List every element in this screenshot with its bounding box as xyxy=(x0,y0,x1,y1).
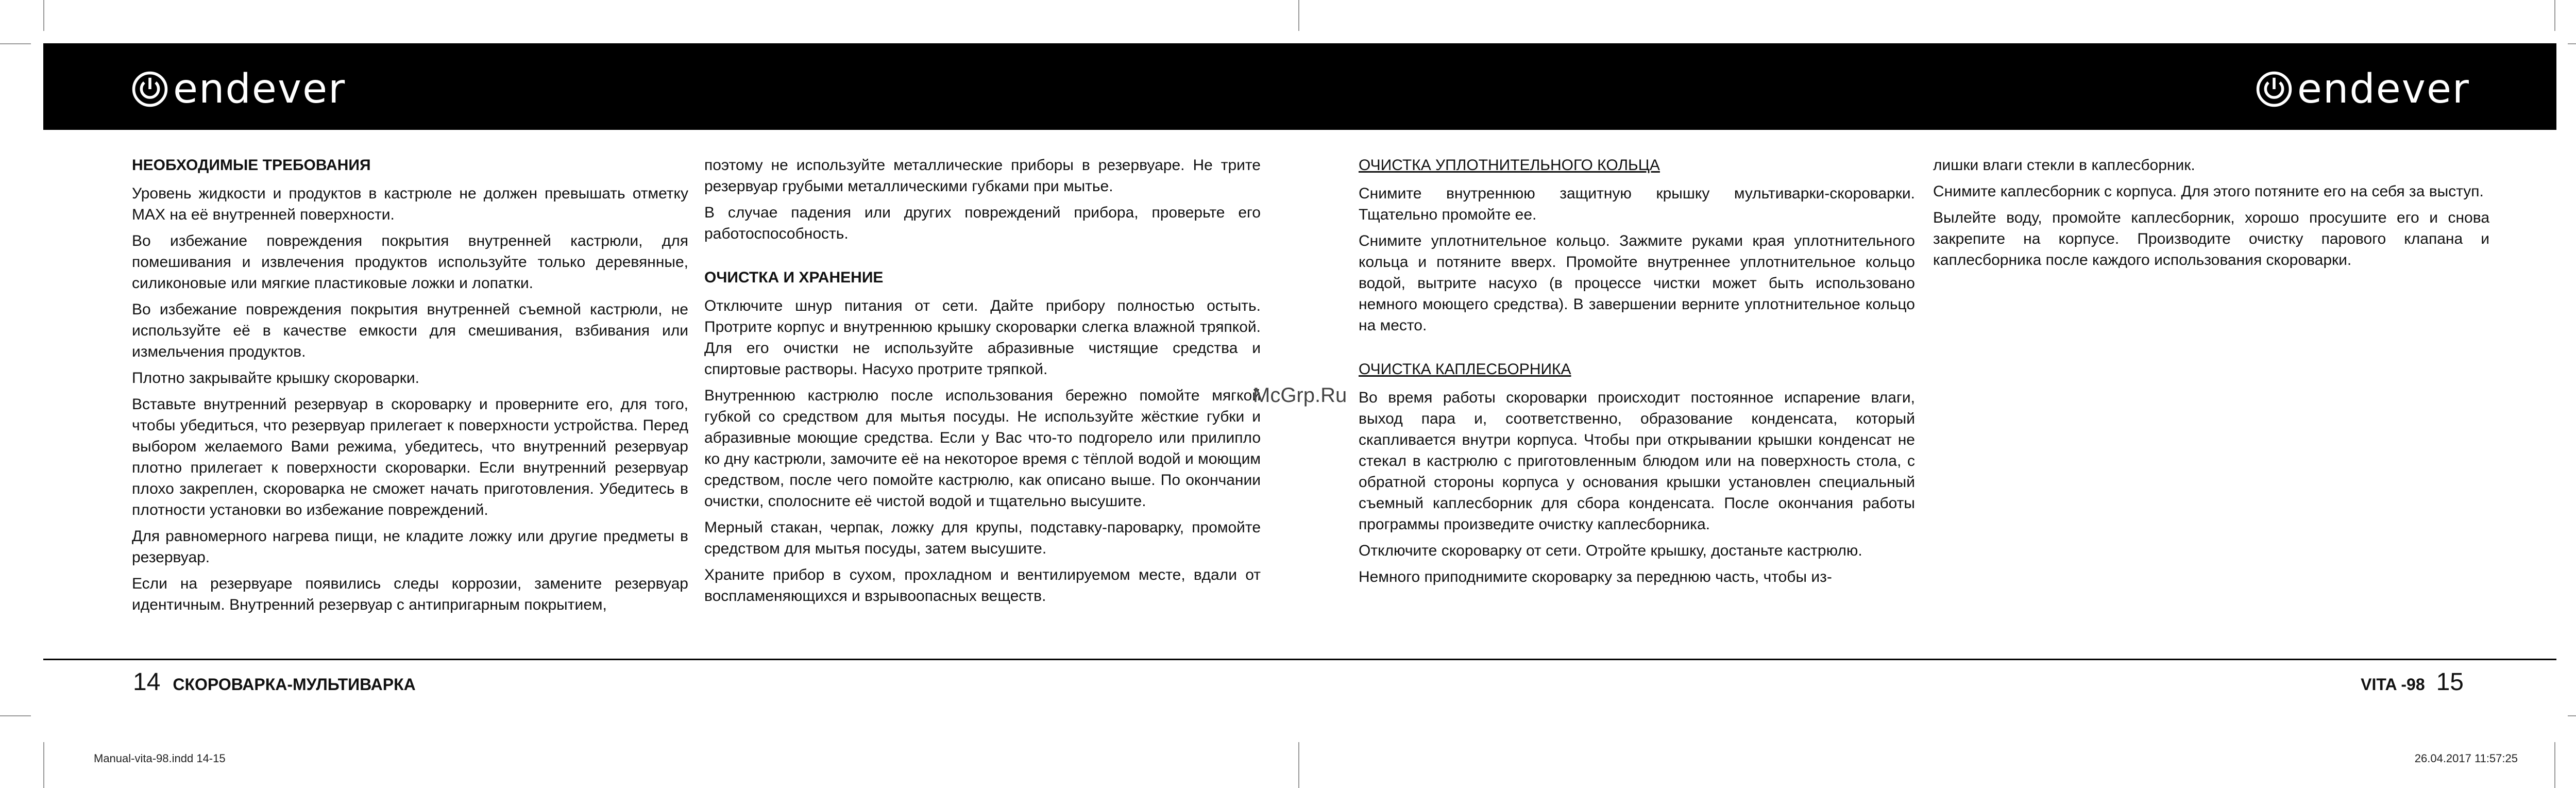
crop-mark xyxy=(2554,0,2555,31)
paragraph: Для равномерного нагрева пищи, не кладите ложку или другие предметы в резервуар. xyxy=(132,528,688,566)
paragraph: Снимите каплесборник с корпуса. Для этого потяните его на себя за выступ. xyxy=(1933,183,2484,200)
paragraph: Отключите шнур питания от сети. Дайте прибору полностью остыть. Протрите корпус и внутреннюю крышку скороварки слегка влажной тряпкой. Для его очистки не используйте абразивные чистящие средства и спиртовые растворы. Насухо протрите тряпкой. xyxy=(704,297,1261,378)
crop-mark xyxy=(1298,742,1299,788)
brand-logo-text: endever xyxy=(2297,66,2470,112)
crop-mark xyxy=(2554,742,2555,788)
paragraph: Мерный стакан, черпак, ложку для крупы, подставку-пароварку, промойте средством для мытья посуды, затем высушите. xyxy=(704,519,1261,557)
paragraph: Вылейте воду, промойте каплесборник, хорошо просушите его и снова закрепите на корпусе. Производите очистку парового клапана и каплесборника после каждого использования скороварки. xyxy=(1933,209,2489,269)
paragraph: Отключите скороварку от сети. Отройте крышку, достаньте кастрюлю. xyxy=(1359,542,1862,559)
section-heading: ОЧИСТКА И ХРАНЕНИЕ xyxy=(704,269,884,286)
paragraph: Снимите внутреннюю защитную крышку мультиварки-скороварки. Тщательно промойте ее. xyxy=(1359,185,1915,223)
crop-mark xyxy=(43,0,44,31)
section-subheading: ОЧИСТКА КАПЛЕСБОРНИКА xyxy=(1359,361,1571,378)
paragraph: Если на резервуаре появились следы коррозии, замените резервуар идентичным. Внутренний резервуар с антипригарным покрытием, xyxy=(132,575,688,613)
paragraph: Во избежание повреждения покрытия внутренней съемной кастрюли, не используйте её в качестве емкости для смешивания, взбивания или измельчения продуктов. xyxy=(132,301,688,360)
paragraph: Внутреннюю кастрюлю после использования бережно помойте мягкой губкой со средством для мытья посуды. Не используйте жёсткие губки и абразивные моющие средства. Если у Вас что-то подгорело или прилипло ко дну кастрюли, замочите её на некоторое время с тёплой водой и моющим средством, после чего помойте кастрюлю, как описано выше. По окончании очистки, сполосните её чистой водой и тщательно высушите. xyxy=(704,387,1261,510)
crop-mark xyxy=(1298,0,1299,31)
section-subheading: ОЧИСТКА УПЛОТНИТЕЛЬНОГО КОЛЬЦА xyxy=(1359,157,1660,174)
footer-model: VITA -98 xyxy=(2361,675,2425,694)
paragraph: В случае падения или других повреждений прибора, проверьте его работоспособность. xyxy=(704,204,1261,242)
power-icon xyxy=(131,70,169,108)
power-icon xyxy=(2255,70,2293,108)
crop-mark xyxy=(43,742,44,788)
paragraph: Храните прибор в сухом, прохладном и вентилируемом месте, вдали от воспламеняющихся и взрывоопасных веществ. xyxy=(704,566,1261,605)
brand-logo-text: endever xyxy=(173,66,346,112)
paragraph: Во время работы скороварки происходит постоянное испарение влаги, выход пара и, соответственно, образование конденсата, который скапливается внутри корпуса. Чтобы при открывании крышки конденсат не стекал в кастрюлю с приготовленным блюдом или на поверхность стола, с обратной стороны корпуса у основания крышки установлен специальный съемный каплесборник для сбора конденсата. После окончания работы программы произведите очистку каплесборника. xyxy=(1359,389,1915,533)
column-1 xyxy=(132,155,688,621)
page-number-left: 14 xyxy=(133,668,161,696)
paragraph: Вставьте внутренний резервуар в скороварку и проверните его, для того, чтобы убедиться, что резервуар прилегает к поверхности устройства. Перед выбором желаемого Вами режима, убедитесь, что внутренний резервуар плотно прилегает к поверхности скороварки. Если внутренний резервуар плохо закреплен, скороварка не сможет начать приготовления. Убедитесь в плотности установки во избежание повреждений. xyxy=(132,396,688,518)
column-2 xyxy=(704,155,1261,612)
column-4 xyxy=(1933,155,2489,276)
slug-file: Manual-vita-98.indd 14-15 xyxy=(94,752,226,765)
crop-mark xyxy=(2568,43,2576,44)
brand-logo-right xyxy=(2255,66,2470,112)
page-number-right: 15 xyxy=(2436,668,2464,696)
paragraph: Немного приподнимите скороварку за переднюю часть, чтобы из- xyxy=(1359,568,1832,585)
section-heading: НЕОБХОДИМЫЕ ТРЕБОВАНИЯ xyxy=(132,157,371,174)
header-band xyxy=(43,43,2556,130)
paragraph: Во избежание повреждения покрытия внутренней кастрюли, для помешивания и извлечения продуктов используйте только деревянные, силиконовые или мягкие пластиковые ложки и лопатки. xyxy=(132,232,688,292)
footer-rule xyxy=(43,659,2556,660)
paragraph: Плотно закрывайте крышку скороварки. xyxy=(132,370,419,387)
paragraph: Снимите уплотнительное кольцо. Зажмите руками края уплотнительного кольца и потяните вверх. Промойте внутреннее уплотнительное кольцо водой, вытрите насухо (в процессе чистки может быть использовано немного моющего средства). В завершении верните уплотнительное кольцо на место. xyxy=(1359,232,1915,334)
footer-left xyxy=(133,668,416,696)
footer-title: СКОРОВАРКА-МУЛЬТИВАРКА xyxy=(173,675,416,694)
paragraph: Уровень жидкости и продуктов в кастрюле не должен превышать отметку MAX на её внутренней поверхности. xyxy=(132,185,688,223)
column-3 xyxy=(1359,155,1915,593)
paragraph: лишки влаги стекли в каплесборник. xyxy=(1933,157,2195,174)
crop-mark xyxy=(0,43,31,44)
brand-logo-left xyxy=(131,66,346,112)
slug-timestamp: 26.04.2017 11:57:25 xyxy=(2414,752,2518,765)
watermark: McGrp.Ru xyxy=(1253,384,1347,407)
footer-right xyxy=(2361,668,2464,696)
crop-mark xyxy=(0,715,31,716)
paragraph: поэтому не используйте металлические приборы в резервуаре. Не трите резервуар грубыми металлическими губками при мытье. xyxy=(704,157,1261,195)
crop-mark xyxy=(2568,715,2576,716)
